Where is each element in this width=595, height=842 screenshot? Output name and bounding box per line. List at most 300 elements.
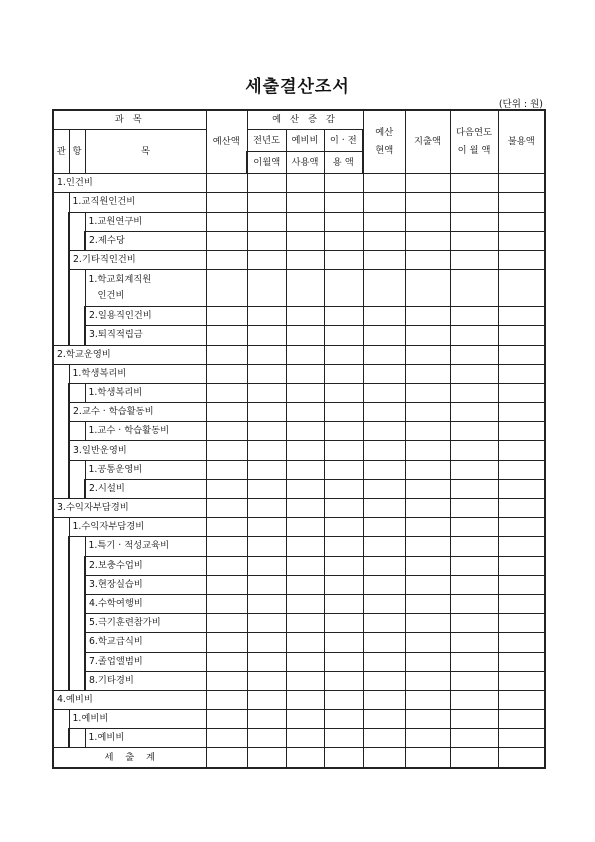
amount-cell[interactable] [405,594,450,613]
amount-cell[interactable] [324,614,363,633]
amount-cell[interactable] [286,326,324,345]
amount-cell[interactable] [498,690,545,709]
amount-cell[interactable] [324,518,363,537]
row-label-mok: 7.졸업앨범비 [85,652,206,671]
amount-cell[interactable] [498,326,545,345]
amount-cell[interactable] [324,212,363,231]
amount-cell[interactable] [206,441,247,460]
amount-cell[interactable] [363,460,405,479]
amount-cell[interactable] [450,250,498,269]
amount-cell[interactable] [450,307,498,326]
amount-cell[interactable] [363,614,405,633]
header-current-budget [363,110,405,174]
amount-cell[interactable] [286,345,324,364]
amount-cell[interactable] [324,364,363,383]
amount-cell[interactable] [405,231,450,250]
row-label-hang: 2.기타직인건비 [69,250,206,269]
amount-cell[interactable] [450,671,498,690]
table-row [53,537,545,556]
amount-cell[interactable] [206,575,247,594]
amount-cell[interactable] [363,652,405,671]
amount-cell[interactable] [363,441,405,460]
amount-cell[interactable] [206,307,247,326]
row-label-mok [85,270,206,307]
amount-cell[interactable] [247,364,286,383]
total-amount-cell[interactable] [363,748,405,768]
amount-cell[interactable] [450,193,498,212]
table-row [53,193,545,212]
total-amount-cell[interactable] [405,748,450,768]
amount-cell[interactable] [324,422,363,441]
amount-cell[interactable] [450,460,498,479]
amount-cell[interactable] [405,537,450,556]
amount-cell[interactable] [206,460,247,479]
amount-cell[interactable] [206,614,247,633]
total-amount-cell[interactable] [247,748,286,768]
hang-spacer [69,422,85,441]
table-row [53,250,545,269]
amount-cell[interactable] [247,499,286,518]
amount-cell[interactable] [324,594,363,613]
amount-cell[interactable] [324,537,363,556]
amount-cell[interactable] [498,422,545,441]
amount-cell[interactable] [247,250,286,269]
table-row [53,326,545,345]
amount-cell[interactable] [405,212,450,231]
amount-cell[interactable] [450,614,498,633]
amount-cell[interactable] [286,250,324,269]
gwan-spacer [53,364,69,498]
amount-cell[interactable] [450,383,498,402]
row-label-mok: 4.수학여행비 [85,594,206,613]
amount-cell[interactable] [405,710,450,729]
amount-cell[interactable] [405,345,450,364]
amount-cell[interactable] [498,193,545,212]
amount-cell[interactable] [286,499,324,518]
amount-cell[interactable] [363,422,405,441]
amount-cell[interactable] [450,690,498,709]
amount-cell[interactable] [206,710,247,729]
amount-cell[interactable] [247,633,286,652]
amount-cell[interactable] [247,479,286,498]
amount-cell[interactable] [206,422,247,441]
amount-cell[interactable] [363,270,405,307]
table-row [53,174,545,193]
amount-cell[interactable] [498,614,545,633]
amount-cell[interactable] [363,364,405,383]
amount-cell[interactable] [363,710,405,729]
amount-cell[interactable] [405,383,450,402]
amount-cell[interactable] [450,537,498,556]
amount-cell[interactable] [450,710,498,729]
expenditure-settlement-table [52,109,546,769]
table-row [53,614,545,633]
total-label: 세 출 계 [53,748,206,768]
amount-cell[interactable] [363,537,405,556]
header-change-group: 예 산 증 감 [247,110,363,130]
row-label-gwan: 3.수익자부담경비 [53,499,206,518]
amount-cell[interactable] [206,193,247,212]
amount-cell[interactable] [405,441,450,460]
amount-cell[interactable] [405,479,450,498]
amount-cell[interactable] [206,729,247,748]
amount-cell[interactable] [324,729,363,748]
amount-cell[interactable] [324,326,363,345]
amount-cell[interactable] [206,633,247,652]
amount-cell[interactable] [206,212,247,231]
header-gwan: 관 [53,130,69,174]
amount-cell[interactable] [247,518,286,537]
amount-cell[interactable] [498,575,545,594]
amount-cell[interactable] [247,174,286,193]
amount-cell[interactable] [363,383,405,402]
amount-cell[interactable] [363,326,405,345]
amount-cell[interactable] [206,345,247,364]
amount-cell[interactable] [405,364,450,383]
amount-cell[interactable] [363,633,405,652]
amount-cell[interactable] [324,270,363,307]
amount-cell[interactable] [286,441,324,460]
amount-cell[interactable] [450,270,498,307]
amount-cell[interactable] [286,729,324,748]
amount-cell[interactable] [206,537,247,556]
amount-cell[interactable] [206,326,247,345]
amount-cell[interactable] [405,193,450,212]
row-label-hang: 1.학생복리비 [69,364,206,383]
amount-cell[interactable] [286,383,324,402]
amount-cell[interactable] [450,441,498,460]
hang-spacer [69,729,85,748]
amount-cell[interactable] [363,594,405,613]
amount-cell[interactable] [247,537,286,556]
amount-cell[interactable] [324,652,363,671]
header-prev-carry-1: 전년도 [247,130,286,152]
amount-cell[interactable] [498,231,545,250]
amount-cell[interactable] [450,499,498,518]
amount-cell[interactable] [324,710,363,729]
amount-cell[interactable] [363,193,405,212]
amount-cell[interactable] [405,556,450,575]
amount-cell[interactable] [286,174,324,193]
amount-cell[interactable] [247,345,286,364]
amount-cell[interactable] [405,174,450,193]
amount-cell[interactable] [498,403,545,422]
amount-cell[interactable] [498,633,545,652]
amount-cell[interactable] [286,556,324,575]
amount-cell[interactable] [247,212,286,231]
table-row [53,345,545,364]
amount-cell[interactable] [247,403,286,422]
amount-cell[interactable] [363,479,405,498]
amount-cell[interactable] [450,556,498,575]
row-label-mok: 3.현장실습비 [85,575,206,594]
amount-cell[interactable] [363,307,405,326]
amount-cell[interactable] [286,212,324,231]
amount-cell[interactable] [324,174,363,193]
amount-cell[interactable] [498,383,545,402]
amount-cell[interactable] [286,537,324,556]
amount-cell[interactable] [363,671,405,690]
row-label-hang: 3.일반운영비 [69,441,206,460]
amount-cell[interactable] [324,403,363,422]
amount-cell[interactable] [405,307,450,326]
amount-cell[interactable] [498,594,545,613]
amount-cell[interactable] [498,174,545,193]
amount-cell[interactable] [498,345,545,364]
amount-cell[interactable] [405,575,450,594]
total-amount-cell[interactable] [206,748,247,768]
amount-cell[interactable] [206,364,247,383]
amount-cell[interactable] [498,270,545,307]
amount-cell[interactable] [206,690,247,709]
amount-cell[interactable] [247,441,286,460]
amount-cell[interactable] [450,403,498,422]
amount-cell[interactable] [206,403,247,422]
amount-cell[interactable] [324,499,363,518]
amount-cell[interactable] [498,671,545,690]
amount-cell[interactable] [247,270,286,307]
hang-spacer [69,537,85,691]
total-amount-cell[interactable] [498,748,545,768]
amount-cell[interactable] [450,345,498,364]
amount-cell[interactable] [247,671,286,690]
amount-cell[interactable] [247,193,286,212]
amount-cell[interactable] [405,326,450,345]
amount-cell[interactable] [450,575,498,594]
amount-cell[interactable] [286,364,324,383]
amount-cell[interactable] [498,250,545,269]
row-label-mok: 1.교수 · 학습활동비 [85,422,206,441]
amount-cell[interactable] [286,633,324,652]
amount-cell[interactable] [324,671,363,690]
amount-cell[interactable] [206,671,247,690]
amount-cell[interactable] [363,690,405,709]
header-prev-carry-2: 이월액 [247,152,286,174]
amount-cell[interactable] [206,518,247,537]
row-label-mok: 1.특기 · 적성교육비 [85,537,206,556]
amount-cell[interactable] [324,556,363,575]
amount-cell[interactable] [286,575,324,594]
amount-cell[interactable] [498,479,545,498]
row-label-mok-line1: 1.학교회계직원 [88,274,152,286]
amount-cell[interactable] [405,460,450,479]
table-row [53,307,545,326]
amount-cell[interactable] [286,403,324,422]
amount-cell[interactable] [405,652,450,671]
amount-cell[interactable] [324,307,363,326]
amount-cell[interactable] [498,441,545,460]
amount-cell[interactable] [206,652,247,671]
amount-cell[interactable] [247,614,286,633]
amount-cell[interactable] [363,575,405,594]
amount-cell[interactable] [450,652,498,671]
amount-cell[interactable] [324,441,363,460]
amount-cell[interactable] [498,729,545,748]
row-label-mok: 3.퇴직적립금 [85,326,206,345]
header-transfer-1: 이 · 전 [324,130,363,152]
row-label-mok: 2.제수당 [85,231,206,250]
amount-cell[interactable] [498,499,545,518]
amount-cell[interactable] [247,710,286,729]
amount-cell[interactable] [286,193,324,212]
amount-cell[interactable] [206,231,247,250]
table-row [53,575,545,594]
amount-cell[interactable] [247,690,286,709]
amount-cell[interactable] [247,307,286,326]
table-row [53,652,545,671]
amount-cell[interactable] [324,250,363,269]
amount-cell[interactable] [405,690,450,709]
amount-cell[interactable] [498,537,545,556]
amount-cell[interactable] [206,174,247,193]
amount-cell[interactable] [324,460,363,479]
amount-cell[interactable] [498,364,545,383]
amount-cell[interactable] [498,556,545,575]
amount-cell[interactable] [450,479,498,498]
table-row [53,518,545,537]
amount-cell[interactable] [286,231,324,250]
amount-cell[interactable] [450,212,498,231]
table-row [53,633,545,652]
total-row [53,748,545,768]
amount-cell[interactable] [450,594,498,613]
amount-cell[interactable] [450,326,498,345]
amount-cell[interactable] [206,594,247,613]
amount-cell[interactable] [286,422,324,441]
total-amount-cell[interactable] [450,748,498,768]
amount-cell[interactable] [247,729,286,748]
row-label-hang: 2.교수 · 학습활동비 [69,403,206,422]
header-budget: 예산액 [206,110,247,174]
amount-cell[interactable] [405,270,450,307]
row-label-gwan: 1.인건비 [53,174,206,193]
amount-cell[interactable] [286,710,324,729]
table-row [53,364,545,383]
amount-cell[interactable] [324,193,363,212]
amount-cell[interactable] [363,518,405,537]
amount-cell[interactable] [405,729,450,748]
header-gwamok: 과 목 [53,110,206,130]
total-amount-cell[interactable] [286,748,324,768]
amount-cell[interactable] [498,652,545,671]
amount-cell[interactable] [405,671,450,690]
amount-cell[interactable] [324,479,363,498]
amount-cell[interactable] [450,518,498,537]
header-current-budget-line2: 현액 [375,145,394,157]
amount-cell[interactable] [247,652,286,671]
gwan-spacer [53,193,69,345]
amount-cell[interactable] [405,518,450,537]
amount-cell[interactable] [247,575,286,594]
amount-cell[interactable] [247,594,286,613]
amount-cell[interactable] [450,422,498,441]
amount-cell[interactable] [206,383,247,402]
header-reserve-2: 사용액 [286,152,324,174]
amount-cell[interactable] [363,345,405,364]
amount-cell[interactable] [405,614,450,633]
row-label-mok: 2.시설비 [85,479,206,498]
amount-cell[interactable] [206,479,247,498]
amount-cell[interactable] [247,460,286,479]
amount-cell[interactable] [206,270,247,307]
table-row [53,460,545,479]
hang-spacer [69,212,85,250]
amount-cell[interactable] [498,307,545,326]
amount-cell[interactable] [286,479,324,498]
header-spent: 지출액 [405,110,450,174]
row-label-gwan: 2.학교운영비 [53,345,206,364]
amount-cell[interactable] [363,556,405,575]
amount-cell[interactable] [405,633,450,652]
hang-spacer [69,270,85,345]
amount-cell[interactable] [363,174,405,193]
amount-cell[interactable] [498,212,545,231]
amount-cell[interactable] [405,250,450,269]
amount-cell[interactable] [286,690,324,709]
amount-cell[interactable] [247,326,286,345]
amount-cell[interactable] [498,710,545,729]
amount-cell[interactable] [324,690,363,709]
amount-cell[interactable] [405,499,450,518]
row-label-mok: 5.극기훈련참가비 [85,614,206,633]
amount-cell[interactable] [363,403,405,422]
amount-cell[interactable] [286,518,324,537]
amount-cell[interactable] [324,345,363,364]
amount-cell[interactable] [324,231,363,250]
amount-cell[interactable] [286,671,324,690]
amount-cell[interactable] [247,422,286,441]
amount-cell[interactable] [206,499,247,518]
amount-cell[interactable] [450,729,498,748]
amount-cell[interactable] [247,231,286,250]
amount-cell[interactable] [286,270,324,307]
amount-cell[interactable] [450,231,498,250]
amount-cell[interactable] [405,422,450,441]
amount-cell[interactable] [206,556,247,575]
amount-cell[interactable] [498,518,545,537]
amount-cell[interactable] [324,633,363,652]
amount-cell[interactable] [247,556,286,575]
amount-cell[interactable] [405,403,450,422]
header-current-budget-line1: 예산 [375,127,394,139]
amount-cell[interactable] [450,174,498,193]
amount-cell[interactable] [247,383,286,402]
amount-cell[interactable] [450,364,498,383]
amount-cell[interactable] [206,250,247,269]
total-amount-cell[interactable] [324,748,363,768]
table-row [53,710,545,729]
amount-cell[interactable] [286,460,324,479]
amount-cell[interactable] [498,460,545,479]
amount-cell[interactable] [363,499,405,518]
amount-cell[interactable] [286,307,324,326]
amount-cell[interactable] [363,250,405,269]
table-row [53,403,545,422]
row-label-mok: 1.예비비 [85,729,206,748]
row-label-mok: 2.보충수업비 [85,556,206,575]
amount-cell[interactable] [363,231,405,250]
table-row [53,690,545,709]
amount-cell[interactable] [363,212,405,231]
amount-cell[interactable] [286,594,324,613]
amount-cell[interactable] [450,633,498,652]
amount-cell[interactable] [324,575,363,594]
amount-cell[interactable] [286,614,324,633]
amount-cell[interactable] [363,729,405,748]
amount-cell[interactable] [286,652,324,671]
amount-cell[interactable] [324,383,363,402]
header-unused: 불용액 [498,110,545,174]
